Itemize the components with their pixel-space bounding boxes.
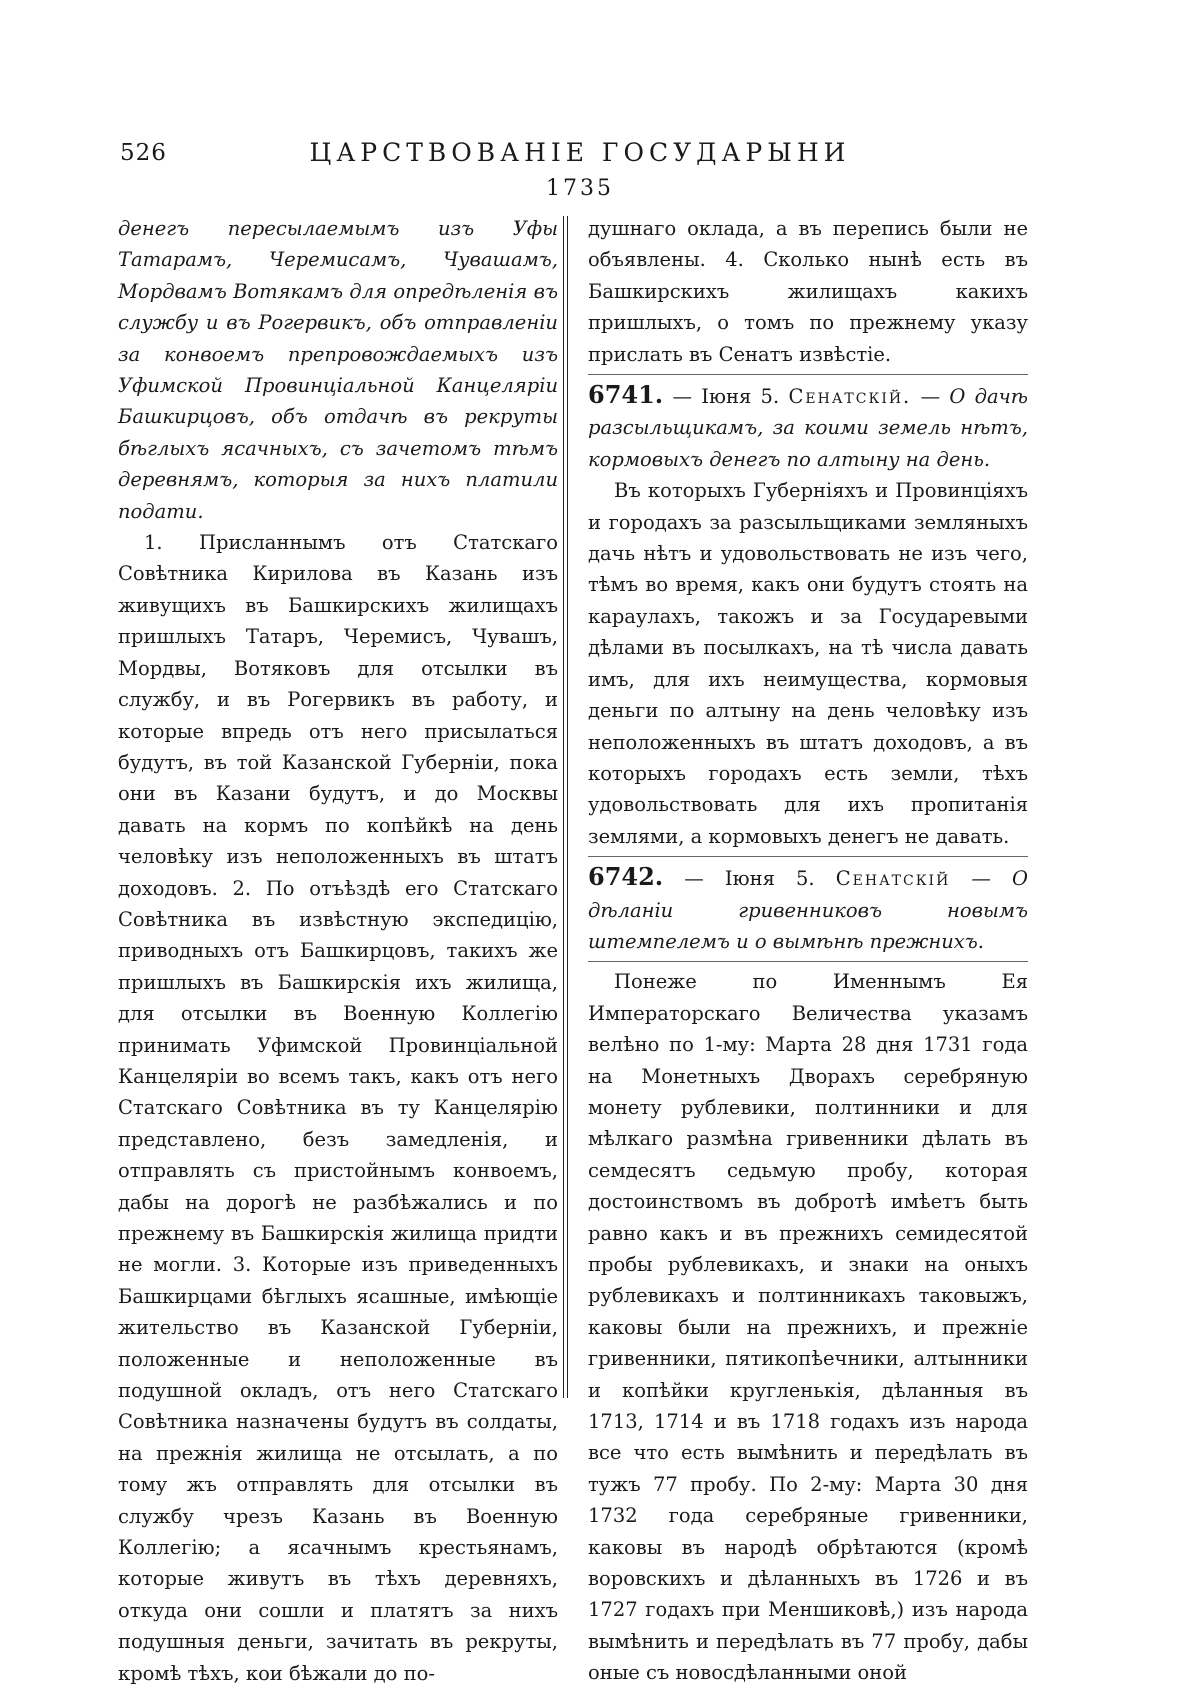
entry-rule	[588, 856, 1028, 857]
year-label: 1735	[546, 176, 614, 201]
entry-6741-number: 6741.	[588, 380, 664, 410]
column-divider	[563, 216, 568, 1398]
entry-6742-body: Понеже по Именнымъ Ея Императорскаго Величества указамъ велѣно по 1-му: Марта 28 дня 1731 года на Монетныхъ Дворахъ серебряную монету рублевики, полтинники и для мѣлкаго размѣна гривенники дѣлать въ семдесятъ седьмую пробу, которая достоинствомъ въ добротѣ имѣетъ быть равно какъ и въ прежнихъ семидесятой пробы рублевикахъ, и знаки на оныхъ рублевикахъ и полтинникахъ таковыжъ, каковы были на прежнихъ, и прежніе гривенники, пятикопѣечники, алтынники и копѣйки кругленькія, дѣланныя въ 1713, 1714 и въ 1718 годахъ изъ народа все что есть вымѣнить и передѣлать въ тужъ 77 пробу. По 2-му: Марта 30 дня 1732 года серебряные гривенники, каковы въ народѣ обрѣтаются (кромѣ воровскихъ и дѣланныхъ въ 1726 и въ 1727 годахъ при Меншиковѣ,) изъ народа вымѣнить и передѣлать въ 77 пробу, дабы оные съ новосдѣланными оной	[588, 970, 1028, 1685]
entry-6741-heading	[588, 379, 1028, 475]
right-continuation: душнаго оклада, а въ перепись были не объявлены. 4. Сколько нынѣ есть въ Башкирскихъ жилищахъ какихъ пришлыхъ, о томъ по прежнему указу прислать въ Сенатъ извѣстіе.	[588, 217, 1028, 366]
entry-6742-source: Сенатскій	[835, 867, 951, 891]
entry-6741-body: Въ которыхъ Губерніяхъ и Провинціяхъ и городахъ за разсыльщиками земляныхъ дачь нѣтъ и удовольствовать не изъ чего, тѣмъ во время, какъ они будутъ стоять на караулахъ, такожъ и за Государевыми дѣлами въ посылкахъ, на тѣ числа давать имъ, для ихъ неимущества, кормовыя деньги по алтыну на день человѣку изъ неположенныхъ въ штатъ доходовъ, а въ которыхъ городахъ есть земли, тѣхъ удовольствовать для ихъ пропитанія землями, а кормовыхъ денегъ не давать.	[588, 479, 1028, 848]
left-entry-title: денегъ пересылаемымъ изъ Уфы Татарамъ, Черемисамъ, Чувашамъ, Мордвамъ Вотякамъ для опредѣленія въ службу и въ Рогервикъ, объ отправленіи за конвоемъ препровождаемыхъ изъ Уфимской Провинціальной Канцеляріи Башкирцовъ, объ отдачѣ въ рекруты бѣглыхъ ясачныхъ, съ зачетомъ тѣмъ деревнямъ, которыя за нихъ платили подати.	[118, 217, 558, 523]
entry-6742-title: — О дѣланіи гривенниковъ новымъ штемпелемъ и о вымѣнѣ прежнихъ.	[588, 867, 1029, 953]
entry-6741-title: — О дачѣ разсыльщикамъ, за коими земель нѣтъ, кормовыхъ денегъ по алтыну на день.	[588, 385, 1028, 471]
entry-6742-date: — Іюня 5.	[684, 867, 815, 891]
entry-6741-source: Сенатскій.	[788, 385, 912, 409]
left-entry-body: 1. Присланнымъ отъ Статскаго Совѣтника Кирилова въ Казань изъ живущихъ въ Башкирскихъ жилищахъ пришлыхъ Татаръ, Черемисъ, Чувашъ, Мордвы, Вотяковъ для отсылки въ службу, и въ Рогервикъ въ работу, и которые впредь отъ него присылаться будутъ, въ той Казанской Губерніи, пока они въ Казани будутъ, и до Москвы давать на кормъ по копѣйкѣ на день человѣку изъ неположенныхъ въ штатъ доходовъ. 2. По отъѣздѣ его Статскаго Совѣтника въ извѣстную экспедицію, приводныхъ отъ Башкирцовъ, такихъ же пришлыхъ въ Башкирскія ихъ жилища, для отсылки въ Военную Коллегію принимать Уфимской Провинціальной Канцеляріи во всемъ такъ, какъ отъ него Статскаго Совѣтника въ ту Канцелярію представлено, безъ замедленія, и отправлять съ пристойнымъ конвоемъ, дабы на дорогѣ не разбѣжались и по прежнему въ Башкирскія жилища придти не могли. 3. Которые изъ приведенныхъ Башкирцами бѣглыхъ ясашные, имѣющіе жительство въ Казанской Губерніи, положенные и неположенные въ подушной окладъ, отъ него Статскаго Совѣтника назначены будутъ въ солдаты, на прежнія жилища не отсылать, а по тому жъ отправлять для отсылки въ службу чрезъ Казань въ Военную Коллегію; а ясачнымъ крестьянамъ, которые живутъ въ тѣхъ деревняхъ, откуда они сошли и платятъ за нихъ подушныя деньги, зачитать въ рекруты, кромѣ тѣхъ, кои бѣжали до по-	[118, 531, 558, 1685]
left-column	[118, 213, 558, 1689]
running-head: ЦАРСТВОВАНІЕ ГОСУДАРЫНИ	[309, 138, 851, 167]
page-number: 526	[120, 140, 167, 166]
entry-6742-number: 6742.	[588, 862, 664, 892]
right-column	[588, 213, 1028, 1689]
entry-rule	[588, 961, 1028, 962]
entry-6742-heading	[588, 861, 1028, 957]
entry-rule	[588, 374, 1028, 375]
entry-6741-date: — Іюня 5.	[672, 385, 780, 409]
